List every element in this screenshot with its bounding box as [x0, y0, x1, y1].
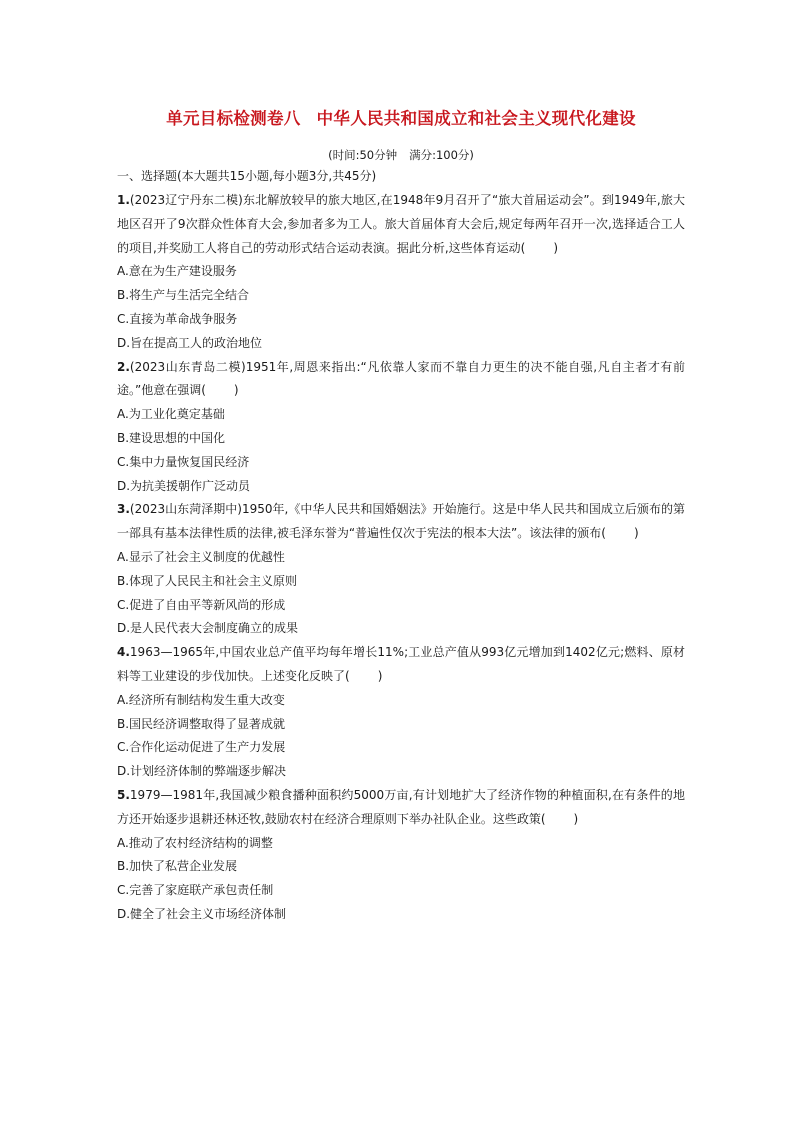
question-number: 4. — [117, 645, 130, 660]
question-text: 1979—1981年,我国减少粮食播种面积约5000万亩,有计划地扩大了经济作物的种植面积,在有条件的地方还开始逐步退耕还林还牧,鼓励农村在经济合理原则下举办社队企业。这些政策( — [117, 787, 685, 826]
question-text-end: ) — [233, 383, 239, 398]
exam-meta — [117, 147, 685, 163]
option-a: A.意在为生产建设服务 — [117, 264, 237, 279]
question-stem — [117, 189, 685, 260]
option-c: C.直接为革命战争服务 — [117, 311, 238, 326]
option-c: C.促进了自由平等新风尚的形成 — [117, 597, 286, 612]
question-number: 1. — [117, 193, 130, 207]
option-d: D.是人民代表大会制度确立的成果 — [117, 621, 299, 636]
exam-page — [117, 106, 685, 927]
question-text-end: ) — [573, 811, 579, 826]
question-1 — [117, 189, 685, 356]
question-number: 3. — [117, 502, 130, 517]
full-score: 满分:100分) — [409, 148, 474, 162]
option-b: B.将生产与生活完全结合 — [117, 288, 250, 303]
question-stem — [117, 641, 685, 689]
option-a: A.显示了社会主义制度的优越性 — [117, 549, 285, 564]
option-c: C.完善了家庭联产承包责任制 — [117, 883, 274, 898]
question-text-end: ) — [633, 526, 639, 541]
question-stem — [117, 498, 685, 546]
question-stem — [117, 356, 685, 404]
question-3 — [117, 498, 685, 641]
question-text: 1963—1965年,中国农业总产值平均每年增长11%;工业总产值从993亿元增加到1402亿元;燃料、原材料等工业建设的步伐加快。上述变化反映了( — [117, 645, 685, 683]
question-number: 5. — [117, 787, 130, 802]
page-title — [117, 106, 685, 132]
option-b: B.国民经济调整取得了显著成就 — [117, 716, 286, 731]
option-a: A.经济所有制结构发生重大改变 — [117, 692, 285, 707]
option-a: A.推动了农村经济结构的调整 — [117, 835, 273, 850]
option-c: C.集中力量恢复国民经济 — [117, 454, 250, 469]
question-4 — [117, 641, 685, 784]
question-text: (2023山东菏泽期中)1950年,《中华人民共和国婚姻法》开始施行。这是中华人民共和国成立后颁布的第一部具有基本法律性质的法律,被毛泽东誉为“普遍性仅次于宪法的根本大法”。该法律的颁布( — [117, 502, 685, 541]
section-heading: 一、选择题(本大题共15小题,每小题3分,共45分) — [117, 169, 377, 183]
title-part-1: 单元目标检测卷八 — [166, 109, 301, 128]
question-2 — [117, 356, 685, 499]
question-stem — [117, 784, 685, 832]
time-limit: (时间:50分钟 — [328, 148, 398, 162]
question-number: 2. — [117, 359, 130, 374]
question-text-end: ) — [377, 668, 383, 683]
option-b: B.体现了人民民主和社会主义原则 — [117, 573, 298, 588]
option-d: D.旨在提高工人的政治地位 — [117, 335, 263, 350]
question-text: (2023山东青岛二模)1951年,周恩来指出:“凡依靠人家而不靠自力更生的决不能自强,凡自主者才有前途。”他意在强调( — [117, 359, 685, 398]
option-d: D.为抗美援朝作广泛动员 — [117, 478, 251, 493]
option-d: D.健全了社会主义市场经济体制 — [117, 906, 287, 921]
question-text: (2023辽宁丹东二模)东北解放较早的旅大地区,在1948年9月召开了“旅大首届运动会”。到1949年,旅大地区召开了9次群众性体育大会,参加者多为工人。旅大首届体育大会后,规定每两年召开一次,选择适合工人的项目,并奖励工人将自己的劳动形式结合运动表演。据此分析,这些体育运动( — [117, 193, 685, 255]
option-c: C.合作化运动促进了生产力发展 — [117, 740, 286, 755]
option-b: B.加快了私营企业发展 — [117, 859, 238, 874]
question-5 — [117, 784, 685, 927]
title-part-2: 中华人民共和国成立和社会主义现代化建设 — [316, 109, 636, 128]
option-d: D.计划经济体制的弊端逐步解决 — [117, 764, 287, 779]
option-a: A.为工业化奠定基础 — [117, 407, 225, 422]
question-text-end: ) — [553, 240, 559, 255]
option-b: B.建设思想的中国化 — [117, 430, 226, 445]
